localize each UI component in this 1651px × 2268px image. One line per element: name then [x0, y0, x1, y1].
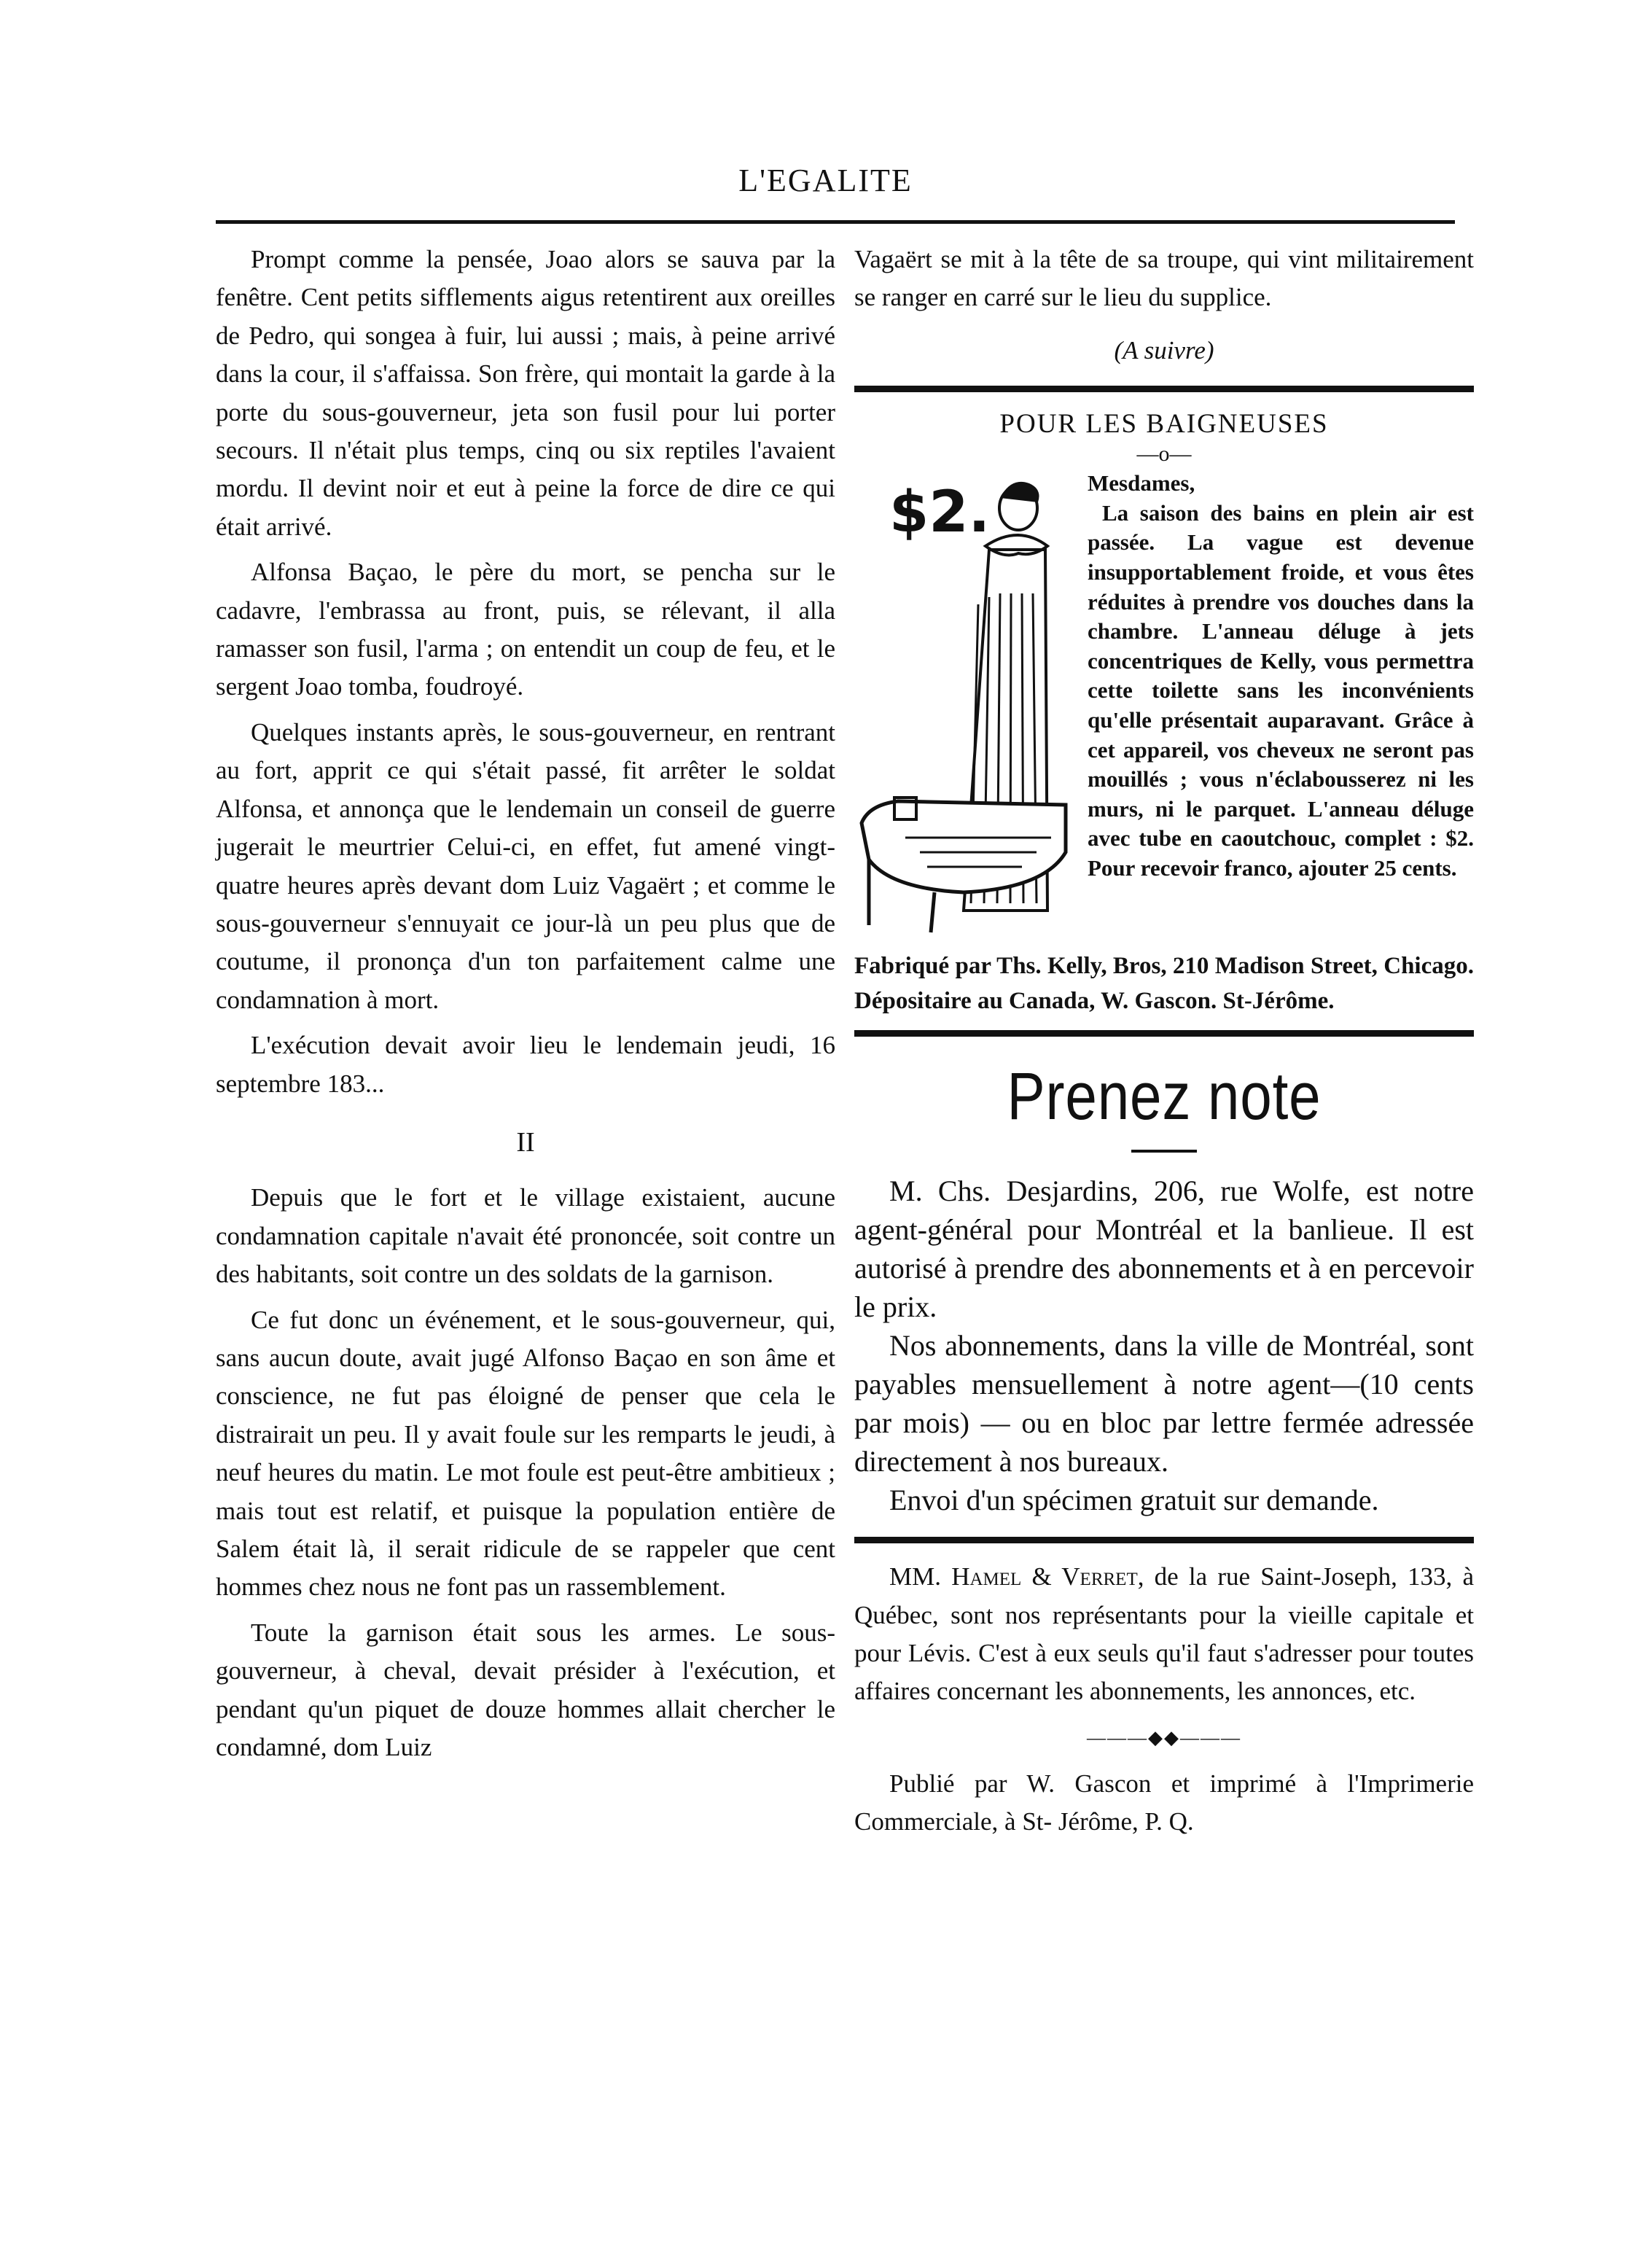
notice-rule [1131, 1150, 1197, 1153]
left-column [216, 241, 835, 1766]
paragraph: Alfonsa Baçao, le père du mort, se pencha sur le cadavre, l'embrassa au front, puis, se rélevant, il alla ramasser son fusil, l'arma ; on entendit un coup de feu, et le sergent Joao tomba, foudroyé. [216, 558, 835, 701]
section-heading: II [516, 1126, 535, 1158]
reps-names: Hamel & Verret, [951, 1562, 1144, 1591]
paragraph: L'exécution devait avoir lieu le lendemain jeudi, 16 septembre 183... [216, 1031, 835, 1098]
masthead: L'EGALITE [738, 163, 913, 198]
paragraph: Depuis que le fort et le village existaient, aucune condamnation capitale n'avait été prononcée, soit contre un des habitants, soit contre un des soldats de la garnison. [216, 1183, 835, 1289]
ad-body-text: La saison des bains en plein air est passée. La vague est devenue insupportablement froide, et vous êtes réduites à prendre vos douches dans la chambre. L'anneau déluge à jets concentriques de Kelly, vous permettra cette toilette sans les inconvénients qu'elle présentait auparavant. Grâce à cet appareil, vos cheveux ne seront pas mouillés ; vous n'éclabousserez ni les murs, ni le parquet. L'anneau déluge avec tube en caoutchouc, complet : $2. Pour recevoir franco, ajouter 25 cents. [1088, 499, 1474, 881]
notice-body [854, 1172, 1474, 1519]
section-rule [854, 1030, 1474, 1037]
section-rule [854, 386, 1474, 392]
continued-paragraph: Vagaërt se mit à la tête de sa troupe, qui vint militairement se ranger en carré sur le lieu du supplice. [854, 245, 1474, 312]
reps-text: de la rue Saint-Joseph, 133, à Québec, sont nos représentants pour la vieille capitale et pour Lévis. C'est à eux seuls qu'il faut s'adresser pour toutes affaires concernant les abonnements, les annonces, etc. [854, 1562, 1475, 1706]
paragraph: Envoi d'un spécimen gratuit sur demande. [889, 1484, 1379, 1517]
paragraph: Prompt comme la pensée, Joao alors se sauva par la fenêtre. Cent petits sifflements aigus retentirent aux oreilles de Pedro, qui songea à fuir, lui aussi ; mais, à peine arrivé dans la cour, il s'affaissa. Son frère, qui montait la garde à la porte du sous-gouverneur, jeta son fusil pour lui porter secours. Il n'était plus temps, cinq ou six reptiles l'avaient mordu. Il devint noir et eut à peine la force de dire ce qui était arrivé. [216, 245, 835, 541]
right-column [854, 241, 1474, 1842]
paragraph: Quelques instants après, le sous-gouverneur, en rentrant au fort, apprit ce qui s'était passé, fit arrêter le soldat Alfonsa, et annonça que le lendemain un conseil de guerre jugerait le meurtrier Celui-ci, en effet, fut amené vingt-quatre heures après devant dom Luiz Vagaërt ; et comme le sous-gouverneur s'ennuyait ce jour-là un peu plus que de coutume, il prononça d'un ton parfaitement calme une condamnation à mort. [216, 717, 835, 1014]
to-be-continued: (A suivre) [1114, 335, 1214, 365]
section-rule [854, 1537, 1474, 1543]
ad-price: $2. [889, 480, 991, 546]
paragraph: M. Chs. Desjardins, 206, rue Wolfe, est notre agent-général pour Montréal et la banlieue. Il est autorisé à prendre des abonnements et à en percevoir le prix. [854, 1174, 1474, 1324]
paragraph: Nos abonnements, dans la ville de Montréal, sont payables mensuellement à notre agent—(10 cents par mois) — ou en bloc par lettre fermée adressée directement à nos bureaux. [854, 1329, 1474, 1478]
reps-prefix: MM. [889, 1562, 941, 1591]
ad-salutation: Mesdames, [1088, 470, 1195, 496]
paragraph: Toute la garnison était sous les armes. Le sous-gouverneur, à cheval, devait présider à l'exécution, et pendant qu'un piquet de douze hommes allait chercher le condamné, dom Luiz [216, 1618, 835, 1762]
ad-body [1088, 469, 1474, 883]
notice-title: Prenez note [1007, 1059, 1322, 1134]
header-rule [216, 220, 1455, 224]
ornament-divider: ———◆◆——— [1087, 1726, 1241, 1748]
paragraph: Ce fut donc un événement, et le sous-gouverneur, qui, sans aucun doute, avait jugé Alfonso Baçao en son âme et conscience, ne fut pas éloigné de penser que cela le distrairait un peu. Il y avait foule sur les remparts le jeudi, à neuf heures du matin. Le mot foule est peut-être ambitieux ; mais tout est relatif, et puisque la population entière de Salem était là, il serait ridicule de se rappeler que cent hommes chez nous ne font pas un rassemblement. [216, 1305, 835, 1602]
representatives-notice [854, 1558, 1474, 1711]
ad-separator: —o— [1136, 442, 1192, 467]
ad-title: POUR LES BAIGNEUSES [999, 409, 1329, 440]
imprint: Publié par W. Gascon et imprimé à l'Imprimerie Commerciale, à St- Jérôme, P. Q. [854, 1769, 1474, 1836]
ad-footer: Fabriqué par Ths. Kelly, Bros, 210 Madison Street, Chicago. Dépositaire au Canada, W. Gascon. St-Jérôme. [854, 953, 1474, 1015]
advertisement [854, 469, 1474, 943]
